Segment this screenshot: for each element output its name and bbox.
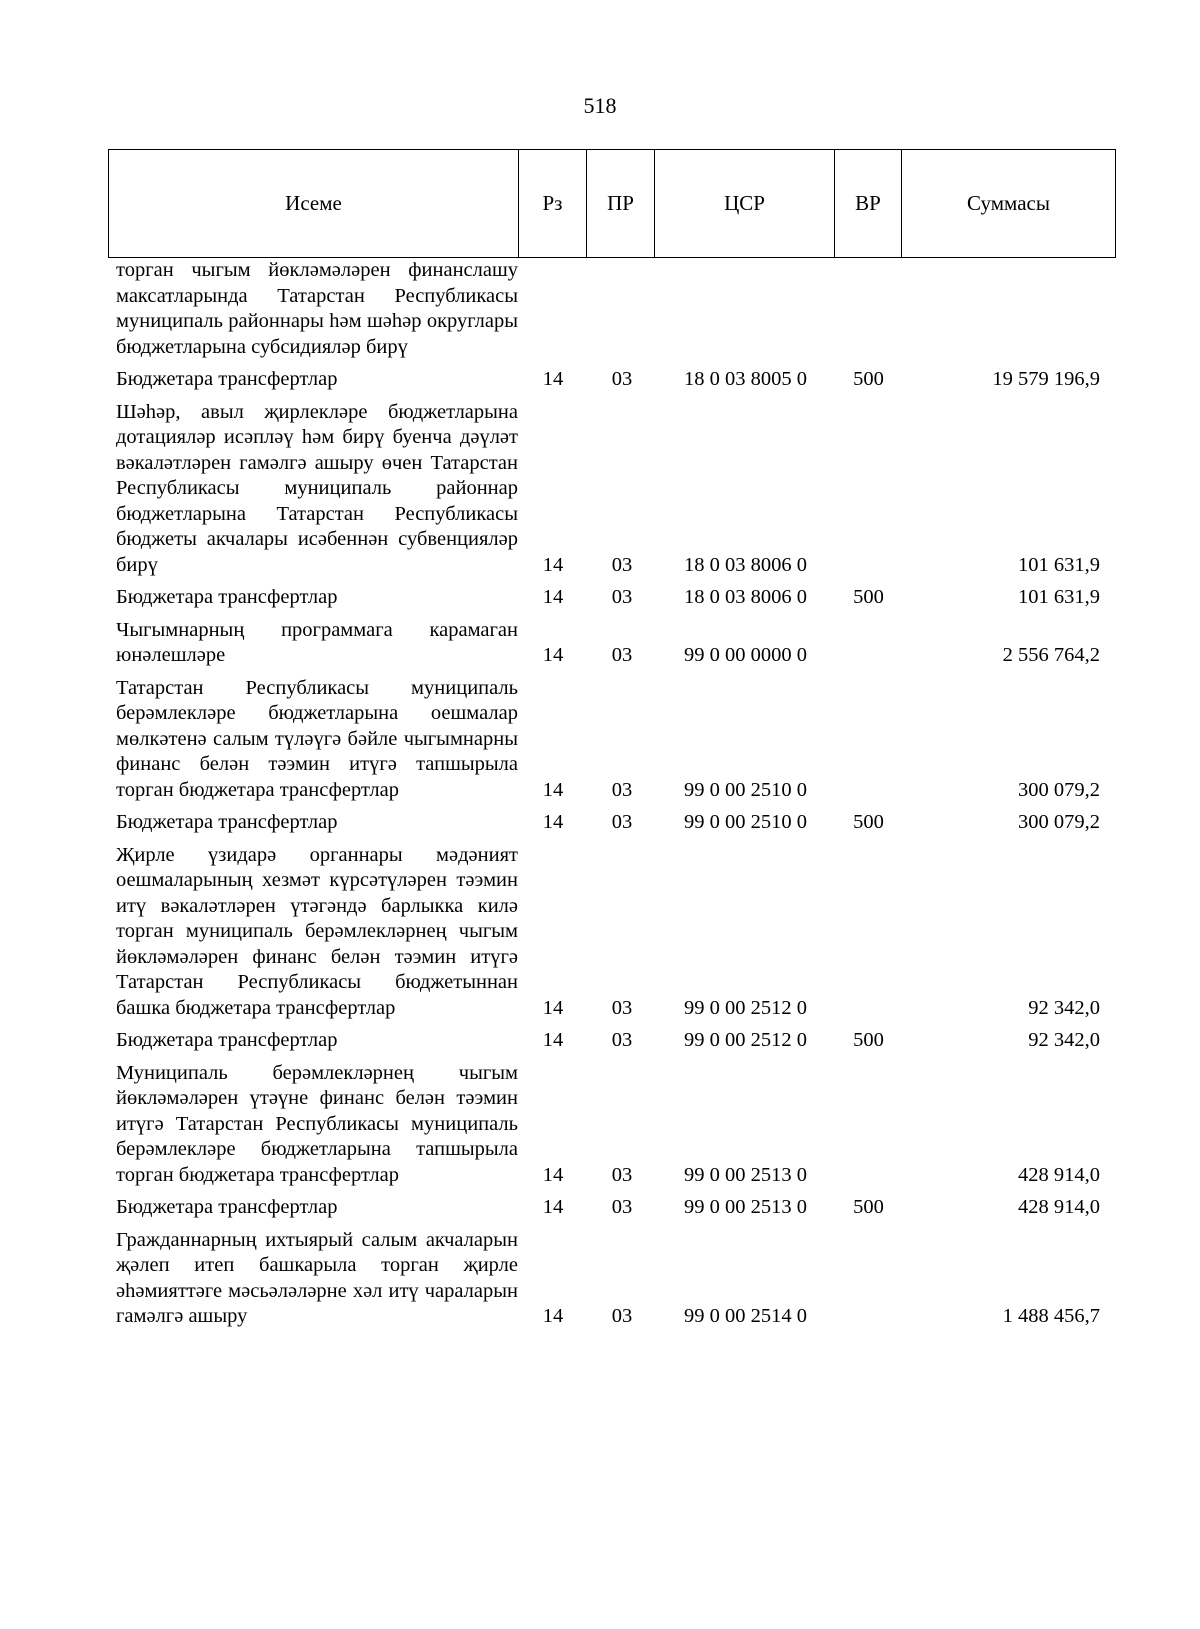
table-body [108, 258, 1115, 1330]
row-rz: 14 [542, 586, 564, 608]
table-row [108, 810, 1115, 836]
row-rz: 14 [542, 1305, 564, 1327]
row-rz: 14 [542, 368, 564, 390]
row-pr: 03 [611, 586, 633, 608]
row-name: Бюджетара трансфертлар [116, 811, 338, 833]
row-pr: 03 [611, 644, 633, 666]
row-sum: 2 556 764,2 [1002, 644, 1100, 666]
row-csr: 18 0 03 8006 0 [684, 586, 807, 608]
row-rz: 14 [542, 1029, 564, 1051]
row-csr: 99 0 00 2510 0 [684, 778, 807, 801]
row-pr: 03 [611, 1196, 633, 1218]
row-name: Муниципаль берәмлекләрнең чыгым йөкләмәләрен үтәүне финанс белән тәэмин итүгә Татарстан Республикасы муниципаль берәмлекләре бюджетларына тапшырыла торган бюджетара трансфертлар [116, 1061, 518, 1186]
row-sum: 1 488 456,7 [1002, 1305, 1100, 1327]
row-name: Гражданнарның ихтыярый салым акчаларын җәлеп итеп башкарыла торган җирле әһәмияттәге мәсьәләләрне хәл итү чараларын гамәлгә ашыру [116, 1228, 518, 1327]
row-vr: 500 [853, 586, 884, 608]
row-csr: 99 0 00 2512 0 [684, 1029, 807, 1051]
row-pr: 03 [611, 368, 633, 390]
row-csr: 99 0 00 0000 0 [684, 644, 807, 666]
row-rz: 14 [542, 811, 564, 833]
row-sum: 92 342,0 [1028, 996, 1100, 1019]
row-sum: 101 631,9 [1018, 553, 1100, 576]
table-row [108, 585, 1115, 611]
row-csr: 99 0 00 2510 0 [684, 811, 807, 833]
table-row [108, 1195, 1115, 1221]
row-name: Бюджетара трансфертлар [116, 1196, 338, 1218]
header-rz: Рз [519, 150, 587, 258]
table-row [108, 400, 1115, 579]
row-name: Чыгымнарның программага карамаган юнәлешләре [116, 618, 518, 666]
row-vr: 500 [853, 1029, 884, 1051]
row-vr: 500 [853, 368, 884, 390]
row-vr: 500 [853, 811, 884, 833]
row-csr: 99 0 00 2514 0 [684, 1305, 807, 1327]
row-name: Бюджетара трансфертлар [116, 368, 338, 390]
table-row [108, 843, 1115, 1022]
row-sum: 101 631,9 [1018, 586, 1100, 608]
row-sum: 300 079,2 [1018, 811, 1100, 833]
row-csr: 18 0 03 8006 0 [684, 553, 807, 576]
row-sum: 428 914,0 [1018, 1163, 1100, 1186]
row-rz: 14 [542, 1196, 564, 1218]
table-row [108, 618, 1115, 669]
row-sum: 428 914,0 [1018, 1196, 1100, 1218]
row-csr: 99 0 00 2512 0 [684, 996, 807, 1019]
row-name: Җирле үзидарә органнары мәдәният оешмаларының хезмәт күрсәтүләрен тәэмин итү вәкаләтләрен үтәгәндә барлыкка килә торган муниципаль берәмлекләрнең чыгым йөкләмәләрен финанс белән тәэмин итүгә Татарстан Республикасы бюджетыннан башка бюджетара трансфертлар [116, 843, 518, 1019]
row-name: торган чыгым йөкләмәләрен финанслашу максатларында Татарстан Республикасы муниципаль районнары һәм шәһәр округлары бюджетларына субсидияләр бирү [116, 259, 518, 358]
row-csr: 18 0 03 8005 0 [684, 368, 807, 390]
row-name: Бюджетара трансфертлар [116, 1029, 338, 1051]
table-row [108, 1228, 1115, 1330]
table-row [108, 1028, 1115, 1054]
row-pr: 03 [611, 553, 633, 576]
row-vr: 500 [853, 1196, 884, 1218]
row-rz: 14 [542, 778, 564, 801]
row-rz: 14 [542, 644, 564, 666]
row-sum: 300 079,2 [1018, 778, 1100, 801]
row-sum: 19 579 196,9 [992, 368, 1100, 390]
row-csr: 99 0 00 2513 0 [684, 1196, 807, 1218]
table-row [108, 676, 1115, 804]
row-pr: 03 [611, 996, 633, 1019]
table-row [108, 258, 1115, 360]
table-header [108, 149, 1116, 258]
row-name: Татарстан Республикасы муниципаль берәмлекләре бюджетларына оешмалар мөлкәтенә салым түләүгә бәйле чыгымнарны финанс белән тәэмин итүгә тапшырыла торган бюджетара трансфертлар [116, 676, 518, 801]
header-vr: ВР [835, 150, 902, 258]
row-pr: 03 [611, 1163, 633, 1186]
header-sum: Суммасы [902, 150, 1116, 258]
row-pr: 03 [611, 1029, 633, 1051]
row-rz: 14 [542, 1163, 564, 1186]
row-name: Шәһәр, авыл җирлекләре бюджетларына дотацияләр исәпләү һәм бирү буенча дәүләт вәкаләтләрен гамәлгә ашыру өчен Татарстан Республикасы муниципаль районнар бюджетларына Татарстан Республикасы бюджеты акчалары исәбеннән субвенцияләр бирү [116, 400, 518, 576]
header-pr: ПР [587, 150, 655, 258]
row-pr: 03 [611, 811, 633, 833]
header-csr: ЦСР [655, 150, 835, 258]
row-name: Бюджетара трансфертлар [116, 586, 338, 608]
row-rz: 14 [542, 553, 564, 576]
table-row [108, 367, 1115, 393]
row-sum: 92 342,0 [1028, 1029, 1100, 1051]
page-number: 518 [583, 93, 617, 118]
row-csr: 99 0 00 2513 0 [684, 1163, 807, 1186]
header-name: Исеме [109, 150, 519, 258]
row-pr: 03 [611, 778, 633, 801]
table-row [108, 1061, 1115, 1189]
row-rz: 14 [542, 996, 564, 1019]
row-pr: 03 [611, 1305, 633, 1327]
